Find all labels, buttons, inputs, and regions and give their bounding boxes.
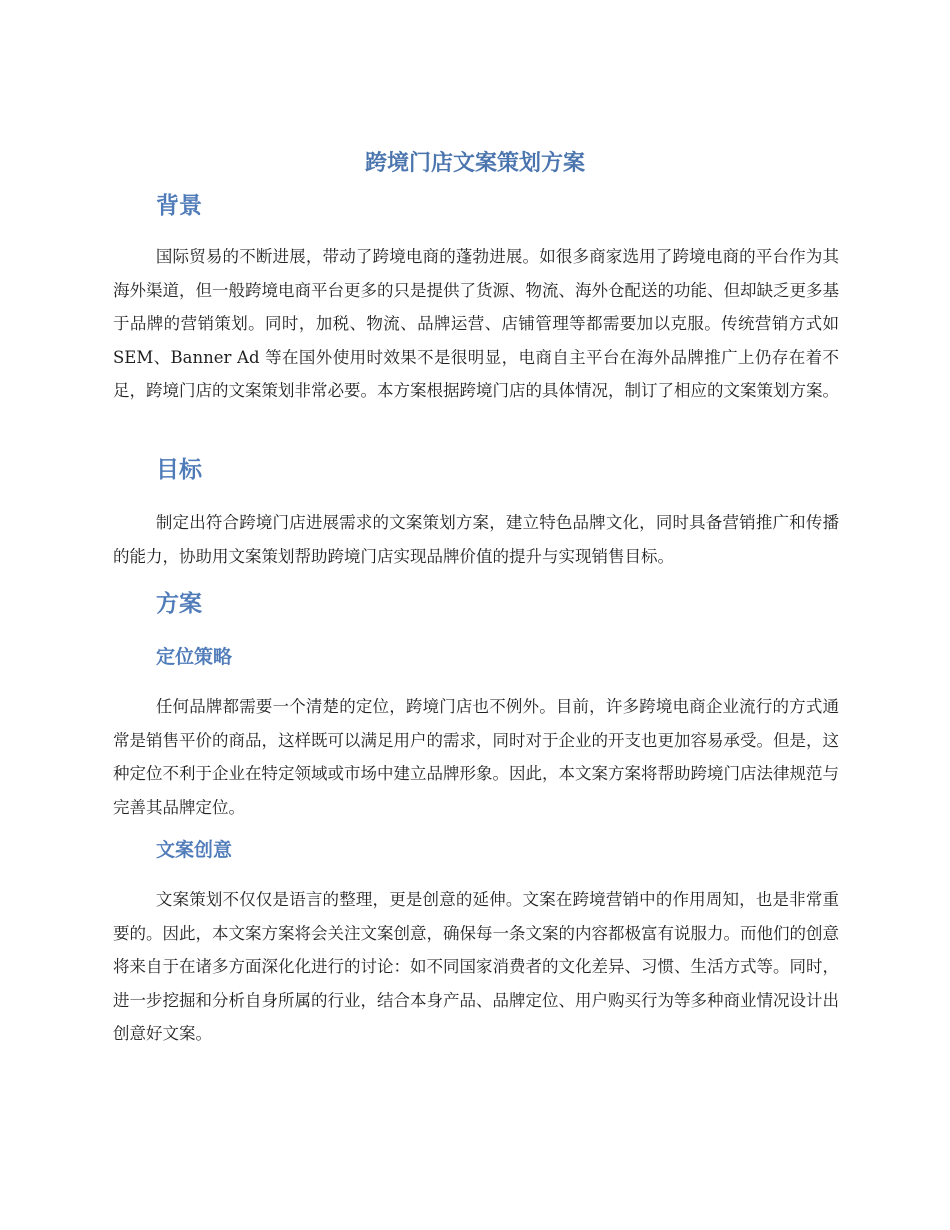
section-heading-plan: 方案 xyxy=(156,591,202,617)
section-heading-goal: 目标 xyxy=(156,457,202,483)
positioning-paragraph: 任何品牌都需要一个清楚的定位，跨境门店也不例外。目前，许多跨境电商企业流行的方式通常是销售平价的商品，这样既可以满足用户的需求，同时对于企业的开支也更加容易承受。但是，这种定位不利于企业在特定领域或市场中建立品牌形象。因此，本文案方案将帮助跨境门店法律规范与完善其品牌定位。 xyxy=(113,697,839,817)
subsection-heading-creative: 文案创意 xyxy=(156,839,233,861)
subsection-heading-positioning: 定位策略 xyxy=(156,646,233,668)
section-heading-background: 背景 xyxy=(156,193,202,219)
goal-paragraph: 制定出符合跨境门店进展需求的文案策划方案，建立特色品牌文化，同时具备营销推广和传播的能力，协助用文案策划帮助跨境门店实现品牌价值的提升与实现销售目标。 xyxy=(113,513,839,566)
document-title: 跨境门店文案策划方案 xyxy=(364,151,585,176)
creative-paragraph: 文案策划不仅仅是语言的整理，更是创意的延伸。文案在跨境营销中的作用周知，也是非常重要的。因此，本文案方案将会关注文案创意，确保每一条文案的内容都极富有说服力。而他们的创意将来自于在诸多方面深化化进行的讨论：如不同国家消费者的文化差异、习惯、生活方式等。同时，进一步挖掘和分析自身所属的行业，结合本身产品、品牌定位、用户购买行为等多种商业情况设计出创意好文案。 xyxy=(113,890,839,1043)
background-paragraph: 国际贸易的不断进展，带动了跨境电商的蓬勃进展。如很多商家选用了跨境电商的平台作为其海外渠道，但一般跨境电商平台更多的只是提供了货源、物流、海外仓配送的功能、但却缺乏更多基于品牌的营销策划。同时，加税、物流、品牌运营、店铺管理等都需要加以克服。传统营销方式如 SEM、Banner Ad 等在国外使用时效果不是很明显，电商自主平台在海外品牌推广上仍存在着不足，跨境门店的文案策划非常必要。本方案根据跨境门店的具体情况，制订了相应的文案策划方案。 xyxy=(113,247,839,400)
